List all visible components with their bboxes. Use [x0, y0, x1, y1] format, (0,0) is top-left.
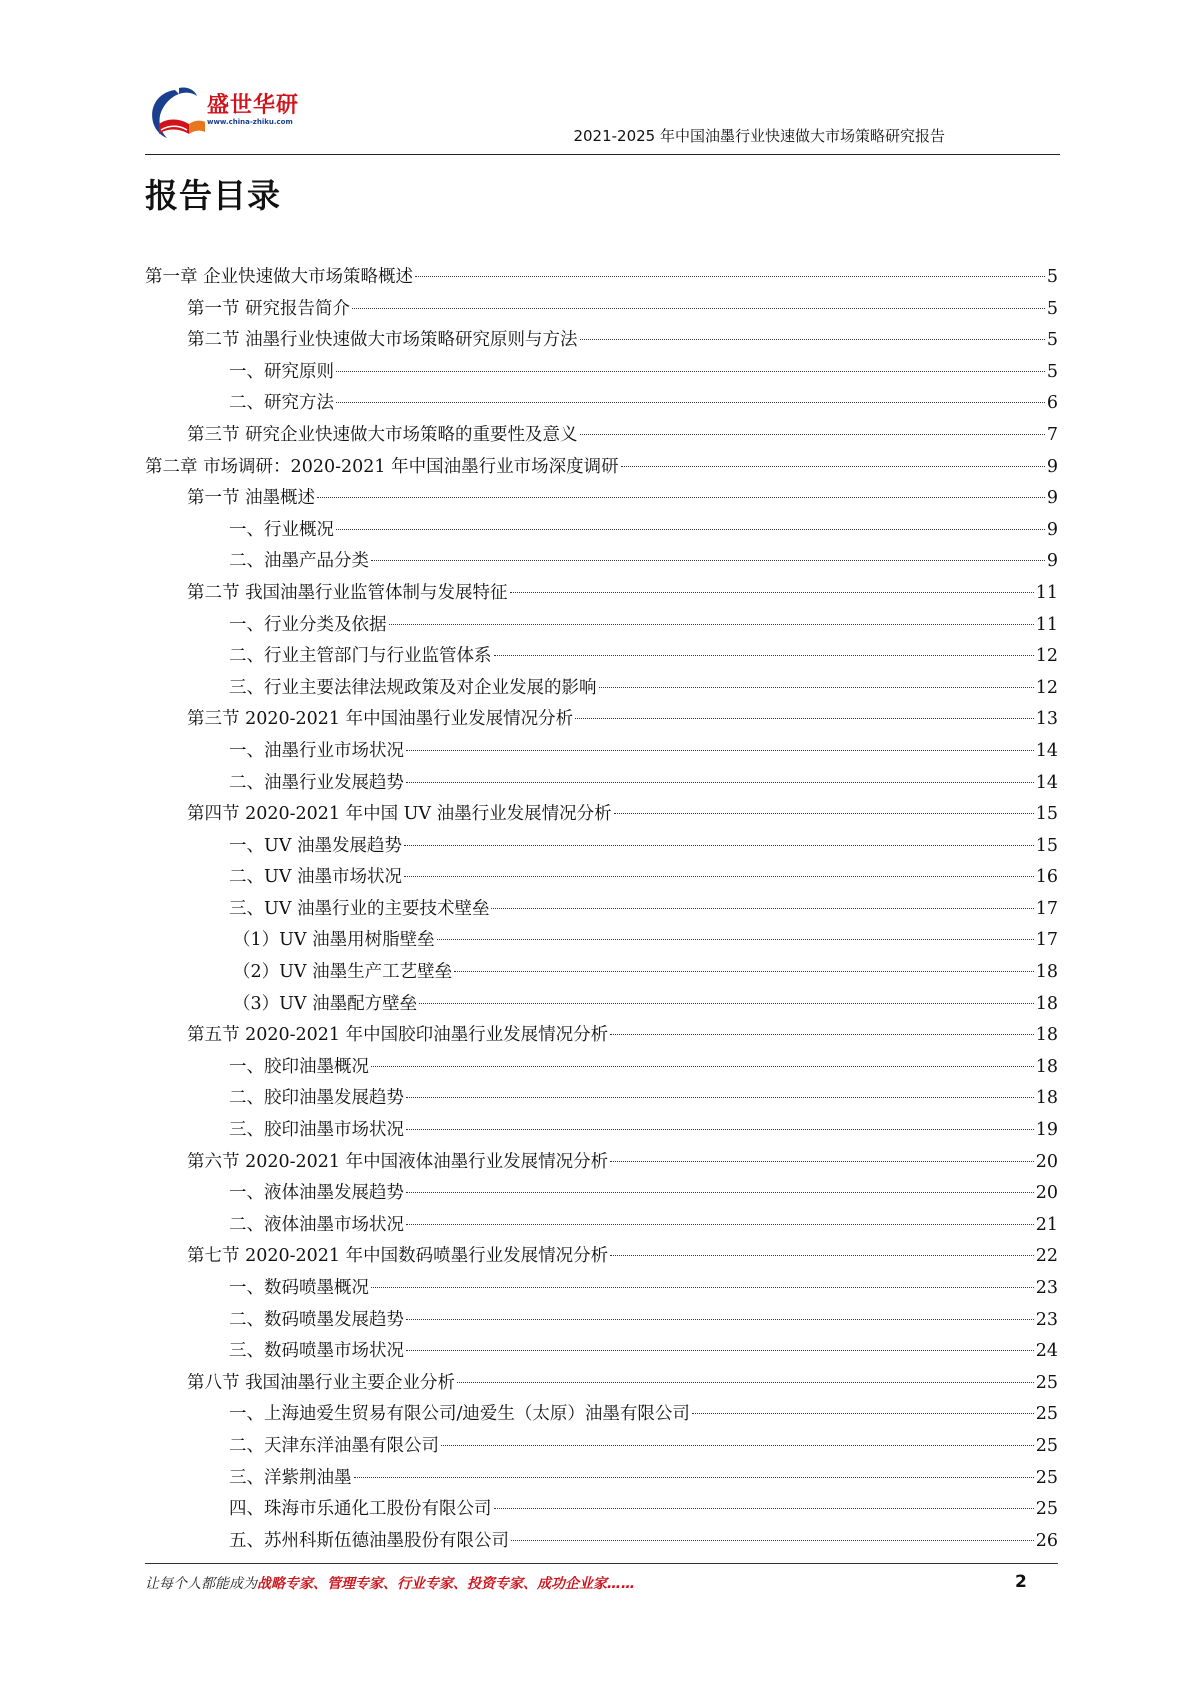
toc-entry[interactable] — [145, 1336, 1058, 1368]
toc-entry-label: 二、液体油墨市场状况 — [229, 1214, 404, 1235]
toc-entry-page: 18 — [1035, 962, 1058, 983]
toc-entry[interactable] — [145, 894, 1058, 926]
toc-entry[interactable] — [145, 420, 1058, 452]
page-header — [145, 78, 1060, 158]
toc-entry[interactable] — [145, 1494, 1058, 1526]
toc-leader-dots — [371, 560, 1045, 561]
toc-entry-page: 17 — [1035, 930, 1058, 951]
toc-entry[interactable] — [145, 1526, 1058, 1558]
toc-entry-label: 五、苏州科斯伍德油墨股份有限公司 — [229, 1530, 509, 1551]
toc-entry-page: 18 — [1035, 1025, 1058, 1046]
toc-entry[interactable] — [145, 831, 1058, 863]
toc-entry[interactable] — [145, 546, 1058, 578]
toc-entry-page: 6 — [1046, 393, 1058, 414]
toc-entry-page: 12 — [1035, 677, 1058, 698]
toc-entry-label: 二、天津东洋油墨有限公司 — [229, 1435, 439, 1456]
toc-leader-dots — [336, 529, 1045, 530]
toc-entry[interactable] — [145, 483, 1058, 515]
toc-entry-page: 14 — [1035, 772, 1058, 793]
logo-text: 盛世华研 — [207, 93, 300, 118]
toc-leader-dots — [389, 624, 1034, 625]
toc-entry-page: 7 — [1046, 424, 1058, 445]
toc-entry-label: 二、行业主管部门与行业监管体系 — [229, 646, 492, 667]
toc-leader-dots — [599, 687, 1034, 688]
toc-entry-page: 25 — [1035, 1435, 1058, 1456]
toc-entry[interactable] — [145, 1178, 1058, 1210]
toc-entry[interactable] — [145, 1052, 1058, 1084]
toc-leader-dots — [317, 497, 1045, 498]
toc-entry[interactable] — [145, 1399, 1058, 1431]
toc-entry-page: 9 — [1046, 551, 1058, 572]
toc-entry-page: 25 — [1035, 1404, 1058, 1425]
toc-entry-page: 15 — [1035, 835, 1058, 856]
toc-entry-page: 11 — [1035, 582, 1058, 603]
toc-entry[interactable] — [145, 357, 1058, 389]
toc-leader-dots — [441, 1445, 1034, 1446]
toc-leader-dots — [494, 1508, 1034, 1509]
toc-entry[interactable] — [145, 989, 1058, 1021]
toc-entry-label: 第二章 市场调研：2020-2021 年中国油墨行业市场深度调研 — [145, 456, 619, 477]
toc-leader-dots — [404, 876, 1034, 877]
toc-entry-page: 18 — [1035, 993, 1058, 1014]
toc-entry[interactable] — [145, 325, 1058, 357]
toc-leader-dots — [406, 1224, 1034, 1225]
toc-entry[interactable] — [145, 673, 1058, 705]
toc-entry[interactable] — [145, 388, 1058, 420]
toc-entry[interactable] — [145, 262, 1058, 294]
toc-leader-dots — [457, 1382, 1034, 1383]
toc-entry-label: 一、液体油墨发展趋势 — [229, 1183, 404, 1204]
toc-leader-dots — [610, 1161, 1034, 1162]
toc-leader-dots — [406, 750, 1034, 751]
toc-leader-dots — [354, 1477, 1034, 1478]
toc-entry-page: 15 — [1035, 804, 1058, 825]
toc-entry[interactable] — [145, 862, 1058, 894]
toc-entry-page: 23 — [1035, 1309, 1058, 1330]
toc-entry[interactable] — [145, 704, 1058, 736]
toc-entry-label: 一、研究原则 — [229, 361, 334, 382]
toc-entry-label: 第六节 2020-2021 年中国液体油墨行业发展情况分析 — [187, 1151, 609, 1172]
toc-entry-page: 24 — [1035, 1341, 1058, 1362]
toc-entry[interactable] — [145, 957, 1058, 989]
toc-entry-page: 13 — [1035, 709, 1058, 730]
toc-entry-label: 三、行业主要法律法规政策及对企业发展的影响 — [229, 677, 597, 698]
toc-entry-label: 一、数码喷墨概况 — [229, 1278, 369, 1298]
toc-leader-dots — [415, 276, 1045, 277]
toc-entry-page: 21 — [1035, 1214, 1058, 1235]
toc-entry-label: 一、油墨行业市场状况 — [229, 740, 404, 761]
toc-entry[interactable] — [145, 1273, 1058, 1305]
toc-entry[interactable] — [145, 768, 1058, 800]
toc-leader-dots — [419, 1003, 1034, 1004]
toc-entry-label: 第二节 油墨行业快速做大市场策略研究原则与方法 — [187, 330, 578, 351]
toc-entry-page: 5 — [1046, 267, 1058, 287]
toc-entry-label: 三、数码喷墨市场状况 — [229, 1341, 404, 1362]
toc-entry-label: 一、胶印油墨概况 — [229, 1056, 369, 1077]
toc-entry-page: 18 — [1035, 1056, 1058, 1077]
toc-entry-label: 第二节 我国油墨行业监管体制与发展特征 — [187, 582, 508, 603]
toc-entry[interactable] — [145, 925, 1058, 957]
toc-leader-dots — [371, 1066, 1034, 1067]
toc-entry[interactable] — [145, 799, 1058, 831]
toc-entry-page: 25 — [1035, 1499, 1058, 1520]
toc-leader-dots — [610, 1255, 1034, 1256]
toc-leader-dots — [437, 939, 1034, 940]
toc-leader-dots — [580, 339, 1045, 340]
toc-entry[interactable] — [145, 1431, 1058, 1463]
company-logo — [145, 78, 315, 148]
toc-entry-label: 二、研究方法 — [229, 393, 334, 414]
toc-leader-dots — [510, 592, 1034, 593]
toc-entry-label: 第八节 我国油墨行业主要企业分析 — [187, 1372, 456, 1393]
toc-leader-dots — [371, 1287, 1034, 1288]
toc-leader-dots — [352, 308, 1045, 309]
toc-entry-label: 二、胶印油墨发展趋势 — [229, 1088, 404, 1109]
slogan-prefix: 让每个人都能成为 — [145, 1576, 257, 1592]
footer-divider — [145, 1563, 1058, 1564]
report-title: 2021-2025 年中国油墨行业快速做大市场策略研究报告 — [573, 127, 945, 145]
toc-entry[interactable] — [145, 1368, 1058, 1400]
toc-entry-label: （2）UV 油墨生产工艺壁垒 — [233, 962, 453, 983]
toc-leader-dots — [406, 1319, 1034, 1320]
toc-entry-page: 20 — [1035, 1183, 1058, 1204]
toc-leader-dots — [692, 1413, 1034, 1414]
toc-leader-dots — [406, 1350, 1034, 1351]
toc-entry-label: 三、洋紫荆油墨 — [229, 1467, 352, 1488]
toc-entry-page: 25 — [1035, 1372, 1058, 1393]
toc-entry[interactable] — [145, 1463, 1058, 1495]
toc-entry-page: 22 — [1035, 1246, 1058, 1267]
toc-entry[interactable] — [145, 452, 1058, 484]
page-title: 报告目录 — [145, 176, 281, 215]
toc-entry-label: 第七节 2020-2021 年中国数码喷墨行业发展情况分析 — [187, 1246, 609, 1267]
toc-entry[interactable] — [145, 1210, 1058, 1242]
toc-entry-label: 第四节 2020-2021 年中国 UV 油墨行业发展情况分析 — [187, 804, 612, 825]
toc-entry[interactable] — [145, 736, 1058, 768]
toc-entry[interactable] — [145, 294, 1058, 326]
toc-leader-dots — [575, 718, 1034, 719]
toc-entry-label: 一、UV 油墨发展趋势 — [229, 835, 402, 856]
toc-leader-dots — [404, 845, 1034, 846]
toc-entry-page: 18 — [1035, 1088, 1058, 1109]
toc-leader-dots — [621, 466, 1045, 467]
toc-leader-dots — [614, 813, 1034, 814]
logo-url: www.china-zhiku.com — [207, 118, 293, 126]
toc-entry-label: 第三节 2020-2021 年中国油墨行业发展情况分析 — [187, 709, 574, 730]
page-number: 2 — [1015, 1572, 1027, 1592]
footer-slogan — [145, 1573, 635, 1593]
toc-leader-dots — [336, 402, 1045, 403]
slogan-highlight: 战略专家、管理专家、行业专家、投资专家、成功企业家…… — [257, 1576, 635, 1592]
toc-entry-label: 四、珠海市乐通化工股份有限公司 — [229, 1499, 492, 1520]
toc-entry-page: 9 — [1046, 519, 1058, 540]
toc-leader-dots — [336, 371, 1045, 372]
toc-entry-page: 5 — [1046, 298, 1058, 319]
toc-entry-label: （1）UV 油墨用树脂壁垒 — [233, 930, 435, 951]
toc-entry-label: （3）UV 油墨配方壁垒 — [233, 993, 418, 1014]
toc-entry-label: 二、油墨行业发展趋势 — [229, 772, 404, 793]
toc-entry-label: 二、油墨产品分类 — [229, 551, 369, 572]
toc-entry-page: 9 — [1046, 456, 1058, 477]
toc-entry-label: 二、UV 油墨市场状况 — [229, 867, 402, 888]
toc-entry[interactable] — [145, 578, 1058, 610]
logo-swoosh-icon — [145, 84, 209, 142]
toc-entry-page: 16 — [1035, 867, 1058, 888]
toc-entry[interactable] — [145, 1083, 1058, 1115]
toc-entry-page: 23 — [1035, 1278, 1058, 1298]
toc-entry-label: 第三节 研究企业快速做大市场策略的重要性及意义 — [187, 424, 578, 445]
header-divider — [145, 154, 1060, 155]
toc-leader-dots — [580, 434, 1045, 435]
toc-leader-dots — [511, 1540, 1034, 1541]
toc-entry-page: 12 — [1035, 646, 1058, 667]
toc-entry[interactable] — [145, 1020, 1058, 1052]
toc-entry-page: 26 — [1035, 1530, 1058, 1551]
toc-entry[interactable] — [145, 1241, 1058, 1273]
toc-leader-dots — [454, 971, 1034, 972]
toc-entry-label: 一、上海迪爱生贸易有限公司/迪爱生（太原）油墨有限公司 — [229, 1404, 690, 1425]
toc-entry-page: 14 — [1035, 740, 1058, 761]
toc-entry-page: 11 — [1035, 614, 1058, 635]
toc-entry-label: 二、数码喷墨发展趋势 — [229, 1309, 404, 1330]
toc-leader-dots — [491, 908, 1033, 909]
toc-entry-page: 25 — [1035, 1467, 1058, 1488]
toc-entry-label: 一、行业分类及依据 — [229, 614, 387, 635]
toc-entry-page: 5 — [1046, 361, 1058, 382]
toc-leader-dots — [494, 655, 1034, 656]
toc-leader-dots — [406, 782, 1034, 783]
toc-leader-dots — [406, 1192, 1034, 1193]
toc-entry[interactable] — [145, 610, 1058, 642]
toc-entry-page: 17 — [1035, 898, 1058, 919]
toc-entry-label: 第五节 2020-2021 年中国胶印油墨行业发展情况分析 — [187, 1025, 609, 1046]
toc-entry-label: 三、UV 油墨行业的主要技术壁垒 — [229, 898, 490, 919]
toc-entry-label: 三、胶印油墨市场状况 — [229, 1120, 404, 1141]
toc-entry-label: 第一节 研究报告简介 — [187, 298, 351, 319]
toc-entry-page: 5 — [1046, 330, 1058, 351]
toc-leader-dots — [406, 1097, 1034, 1098]
toc-leader-dots — [406, 1129, 1034, 1130]
toc-entry[interactable] — [145, 641, 1058, 673]
toc-entry[interactable] — [145, 515, 1058, 547]
toc-entry[interactable] — [145, 1115, 1058, 1147]
toc-entry-page: 19 — [1035, 1120, 1058, 1141]
toc-leader-dots — [610, 1034, 1034, 1035]
toc-entry-label: 第一章 企业快速做大市场策略概述 — [145, 267, 414, 287]
table-of-contents — [145, 262, 1058, 1557]
toc-entry[interactable] — [145, 1147, 1058, 1179]
toc-entry-page: 9 — [1046, 488, 1058, 509]
toc-entry-label: 第一节 油墨概述 — [187, 488, 316, 509]
toc-entry[interactable] — [145, 1305, 1058, 1337]
toc-entry-label: 一、行业概况 — [229, 519, 334, 540]
toc-entry-page: 20 — [1035, 1151, 1058, 1172]
